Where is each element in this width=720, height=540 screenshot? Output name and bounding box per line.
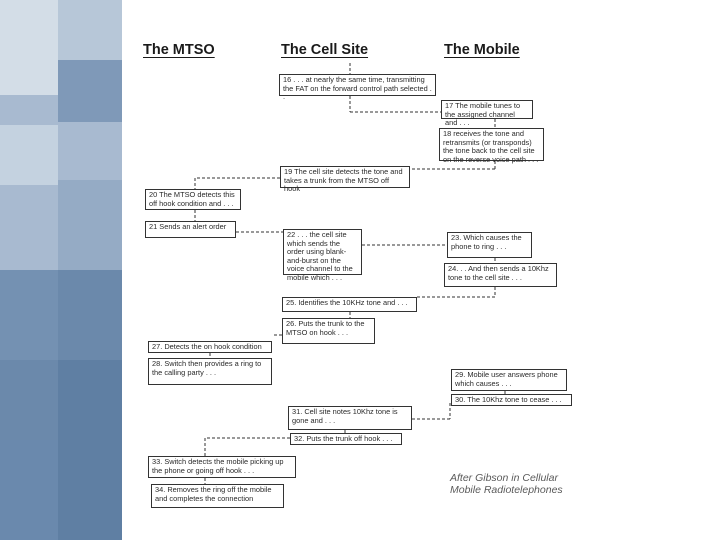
step-26-box: 26. Puts the trunk to the MTSO on hook . . . xyxy=(282,318,375,344)
column-header-cell-site: The Cell Site xyxy=(281,42,369,58)
step-28-box: 28. Switch then provides a ring to the calling party . . . xyxy=(148,358,272,385)
step-21-box: 21 Sends an alert order xyxy=(145,221,236,238)
step-19-box: 19 The cell site detects the tone and takes a trunk from the MTSO off hook xyxy=(280,166,410,188)
step-31-box: 31. Cell site notes 10Khz tone is gone and . . . xyxy=(288,406,412,430)
source-credit-line-2: Mobile Radiotelephones xyxy=(450,484,563,496)
source-credit-line-1: After Gibson in Cellular xyxy=(450,472,558,484)
step-33-box: 33. Switch detects the mobile picking up the phone or going off hook . . . xyxy=(148,456,296,478)
step-30-box: 30. The 10Khz tone to cease . . . xyxy=(451,394,572,406)
step-16-box: 16 . . . at nearly the same time, transmitting the FAT on the forward control path selected . . xyxy=(279,74,436,96)
step-27-box: 27. Detects the on hook condition xyxy=(148,341,272,353)
step-17-box: 17 The mobile tunes to the assigned channel and . . . xyxy=(441,100,533,119)
step-34-box: 34. Removes the ring off the mobile and completes the connection xyxy=(151,484,284,508)
step-25-box: 25. Identifies the 10KHz tone and . . . xyxy=(282,297,417,312)
step-32-box: 32. Puts the trunk off hook . . . xyxy=(290,433,402,445)
step-20-box: 20 The MTSO detects this off hook condition and . . . xyxy=(145,189,241,210)
step-29-box: 29. Mobile user answers phone which causes . . . xyxy=(451,369,567,391)
step-22-box: 22 . . . the cell site which sends the order using blank-and-burst on the voice channel to the mobile which . . . xyxy=(283,229,362,275)
column-header-mtso: The MTSO xyxy=(143,42,215,58)
column-header-mobile: The Mobile xyxy=(444,42,520,58)
step-24-box: 24. . . And then sends a 10Khz tone to the cell site . . . xyxy=(444,263,557,287)
source-credit xyxy=(450,472,563,496)
step-23-box: 23. Which causes the phone to ring . . . xyxy=(447,232,532,258)
step-18-box: 18 receives the tone and retransmits (or transponds) the tone back to the cell site on the reverse voice path . . . xyxy=(439,128,544,161)
